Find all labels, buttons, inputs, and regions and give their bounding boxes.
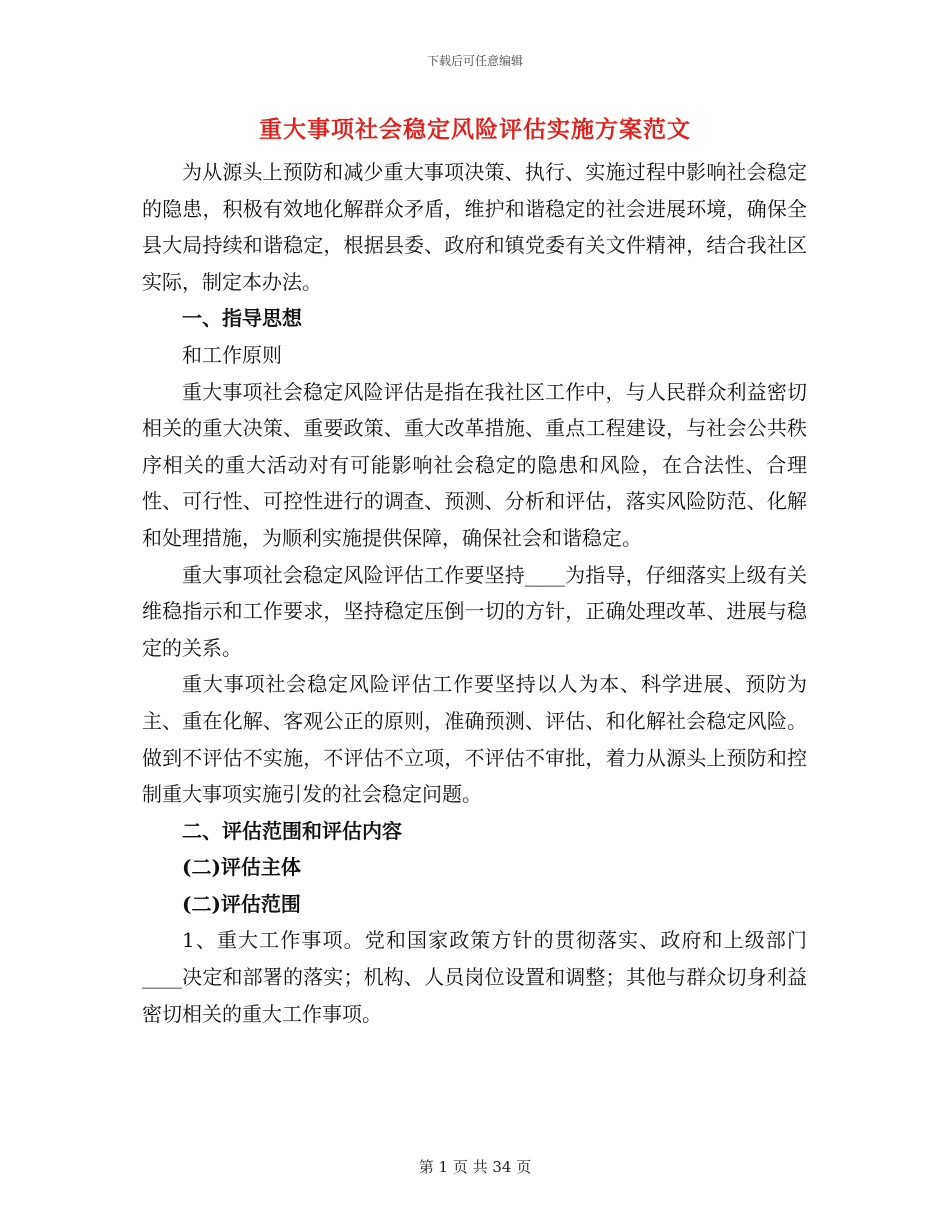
section-heading-guiding-ideology: 一、指导思想 <box>182 306 302 331</box>
subheading-subject: (二)评估主体 <box>182 855 301 880</box>
subheading-range: (二)评估范围 <box>182 891 301 916</box>
page-header-note: 下载后可任意编辑 <box>426 54 523 68</box>
page-number-footer: 第 1 页 共 34 页 <box>418 1158 532 1176</box>
paragraph-work-principles: 和工作原则 <box>182 342 282 367</box>
paragraph-major-work-items: 1、重大工作事项。党和国家政策方针的贯彻落实、政府和上级部门____决定和部署的落实；机构、人员岗位设置和调整；其他与群众切身利益密切相关的重大工作事项。 <box>142 928 807 1026</box>
paragraph-intro: 为从源头上预防和减少重大事项决策、执行、实施过程中影响社会稳定的隐患，积极有效地化解群众矛盾，维护和谐稳定的社会进展环境，确保全县大局持续和谐稳定，根据县委、政府和镇党委有关文件精神，结合我社区实际，制定本办法。 <box>142 160 807 294</box>
paragraph-principles: 重大事项社会稳定风险评估工作要坚持以人为本、科学进展、预防为主、重在化解、客观公正的原则，准确预测、评估、和化解社会稳定风险。做到不评估不实施，不评估不立项，不评估不审批，着力从源头上预防和控制重大事项实施引发的社会稳定问题。 <box>142 672 807 807</box>
paragraph-definition: 重大事项社会稳定风险评估是指在我社区工作中，与人民群众利益密切相关的重大决策、重要政策、重大改革措施、重点工程建设，与社会公共秩序相关的重大活动对有可能影响社会稳定的隐患和风险，在合法性、合理性、可行性、可控性进行的调查、预测、分析和评估，落实风险防范、化解和处理措施，为顺利实施提供保障，确保社会和谐稳定。 <box>142 379 807 550</box>
paragraph-guidance: 重大事项社会稳定风险评估工作要坚持____为指导，仔细落实上级有关维稳指示和工作要求，坚持稳定压倒一切的方针，正确处理改革、进展与稳定的关系。 <box>142 562 807 660</box>
document-body <box>142 154 807 1032</box>
section-heading-scope: 二、评估范围和评估内容 <box>182 818 402 843</box>
document-title: 重大事项社会稳定风险评估实施方案范文 <box>259 116 691 143</box>
